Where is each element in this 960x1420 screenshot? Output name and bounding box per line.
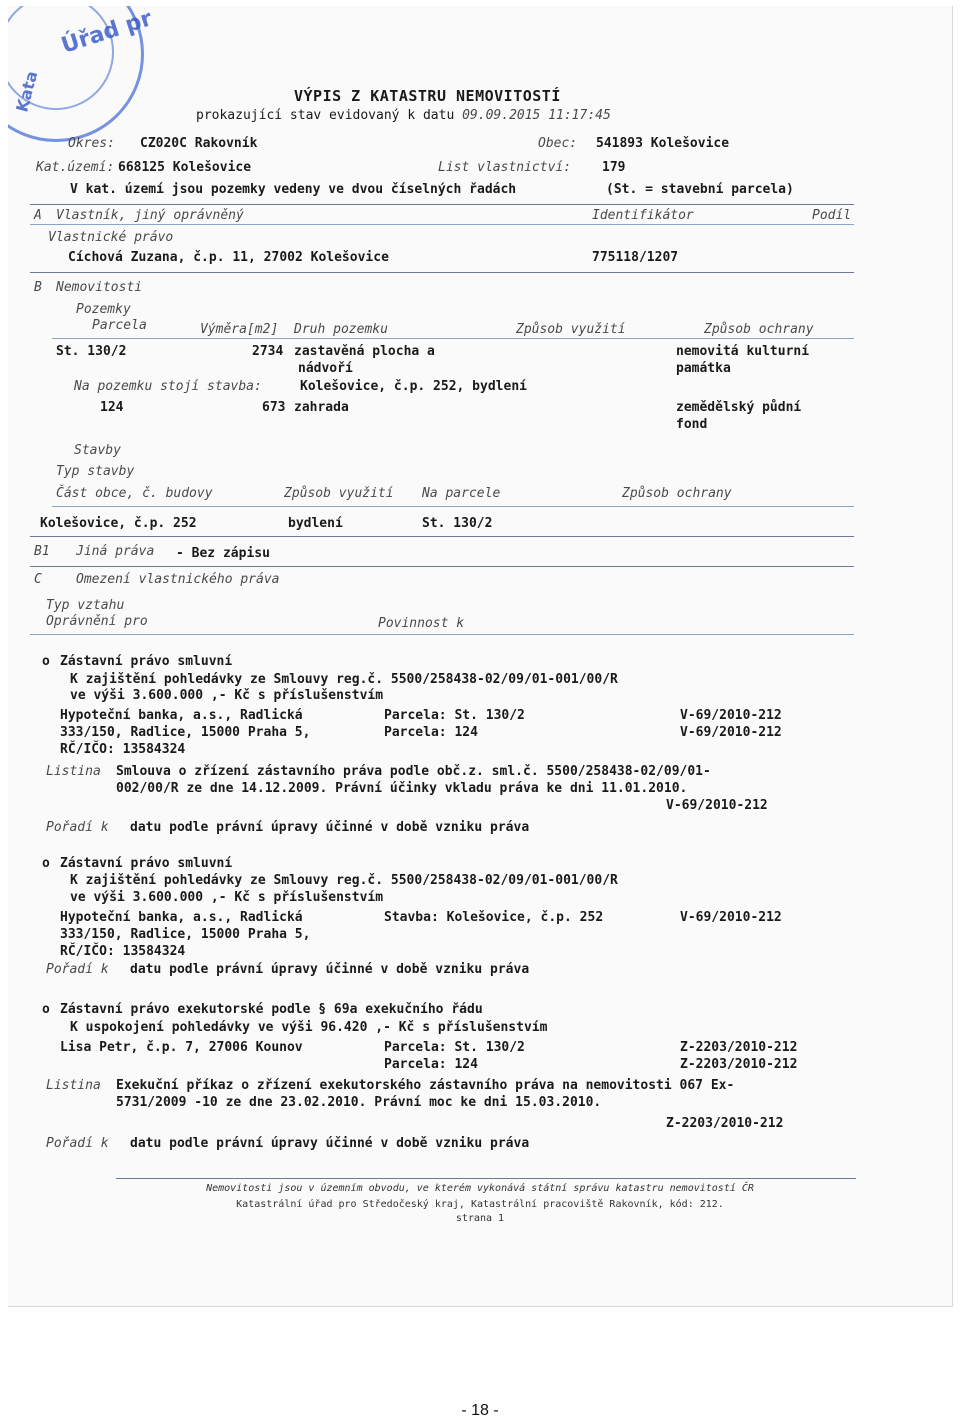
poradi-text: datu podle právní úpravy účinné v době vzniku práva [130,1136,530,1151]
entry1-bank: Hypoteční banka, a.s., Radlická [60,708,303,723]
opravneni-pro: Oprávnění pro [46,614,148,629]
divider [30,224,854,225]
divider [30,204,854,205]
lv-value: 179 [602,160,626,175]
section-a-letter: A [34,208,42,223]
entry3-name: Lisa Petr, č.p. 7, 27006 Kounov [60,1040,303,1055]
entry3-parcela1: Parcela: St. 130/2 [384,1040,525,1055]
typ-vztahu: Typ vztahu [46,598,125,613]
entry3-listina1: Exekuční příkaz o zřízení exekutorského zástavního práva na nemovitosti 067 Ex- [116,1078,735,1093]
col-identifikator: Identifikátor [592,208,694,223]
s1-zpusob: bydlení [288,516,343,531]
subtitle [196,108,611,124]
entry3-parcela2: Parcela: 124 [384,1057,478,1072]
col-druh: Druh pozemku [294,322,388,337]
stavby-label: Stavby [74,443,121,458]
owner-id: 775118/1207 [592,250,679,265]
stamp-text: Úřad pr [58,6,156,59]
col-na-parcele: Na parcele [422,486,501,501]
entry1-title: Zástavní právo smluvní [60,654,233,669]
entry3-line1: K uspokojení pohledávky ve výši 96.420 ,- Kč s příslušenstvím [70,1020,548,1035]
ku-value: 668125 Kolešovice [118,160,252,175]
entry1-parcela1: Parcela: St. 130/2 [384,708,525,723]
entry1-parcela2: Parcela: 124 [384,725,478,740]
document-page [8,6,953,1307]
entry1-line2: ve výši 3.600.000 ,- Kč s příslušenstvím [70,688,384,703]
section-a-title: Vlastník, jiný oprávněný [56,208,244,223]
vlastnicke-pravo: Vlastnické právo [48,230,174,245]
ku-label: Kat.území: [36,160,115,175]
col-ochrana: Způsob ochrany [704,322,814,337]
entry2-rc: RČ/IČO: 13584324 [60,944,186,959]
divider [30,536,854,537]
r2-ochrana-cont: fond [676,417,708,432]
entry1-listina1: Smlouva o zřízení zástavního práva podle obč.z. sml.č. 5500/258438-02/09/01- [116,764,711,779]
col-cast-obce: Část obce, č. budovy [56,486,213,501]
section-b1-letter: B1 [34,544,50,559]
document-title: VÝPIS Z KATASTRU NEMOVITOSTÍ [294,87,561,105]
poradi-label: Pořadí k [46,820,109,835]
typ-stavby-label: Typ stavby [56,464,135,479]
s1-cast: Kolešovice, č.p. 252 [40,516,197,531]
section-c-letter: C [34,572,42,587]
povinnost-k: Povinnost k [378,616,465,631]
section-b-title: Nemovitosti [56,280,143,295]
entry3-bullet: o [42,1002,50,1017]
entry1-rc: RČ/IČO: 13584324 [60,742,186,757]
col-vyuziti: Způsob využití [516,322,626,337]
okres-value: CZ020C Rakovník [140,136,258,151]
divider [30,634,854,635]
r1-vymera: 2734 [252,344,284,359]
r1-ochrana: nemovitá kulturní [676,344,810,359]
entry1-address: 333/150, Radlice, 15000 Praha 5, [60,725,311,740]
r2-parcela: 124 [100,400,124,415]
col-zpusob-ochrany: Způsob ochrany [622,486,732,501]
note-st: (St. = stavební parcela) [606,182,794,197]
entry1-listina2: 002/00/R ze dne 14.12.2009. Právní účinky vkladu práva ke dni 11.01.2010. [116,781,688,796]
entry2-title: Zástavní právo smluvní [60,856,233,871]
note: V kat. území jsou pozemky vedeny ve dvou číselných řadách [70,182,517,197]
col-parcela: Parcela [92,318,147,333]
lv-label: List vlastnictví: [438,160,572,175]
stamp-text-side: Kata [12,68,42,115]
footer-divider [116,1178,856,1179]
col-vymera: Výměra[m2] [200,322,279,337]
entry3-ref3: Z-2203/2010-212 [666,1116,784,1131]
section-c-title: Omezení vlastnického práva [76,572,280,587]
section-b1-title: Jiná práva [76,544,155,559]
divider [30,272,854,273]
divider [52,338,854,339]
poradi-text: datu podle právní úpravy účinné v době vzniku práva [130,820,530,835]
listina-label: Listina [46,1078,101,1093]
poradi-text: datu podle právní úpravy účinné v době vzniku práva [130,962,530,977]
subtitle-text: prokazující stav evidovaný k datu [196,108,455,123]
obec-label: Obec: [538,136,578,151]
section-b-letter: B [34,280,42,295]
r2-druh: zahrada [294,400,349,415]
entry2-line2: ve výši 3.600.000 ,- Kč s příslušenstvím [70,890,384,905]
divider [52,506,854,507]
entry1-ref3: V-69/2010-212 [666,798,768,813]
col-zpusob-vyuziti: Způsob využití [284,486,394,501]
entry2-bank: Hypoteční banka, a.s., Radlická [60,910,303,925]
entry1-bullet: o [42,654,50,669]
entry3-ref1: Z-2203/2010-212 [680,1040,798,1055]
s1-parcela: St. 130/2 [422,516,493,531]
section-b1-value: - Bez zápisu [176,546,270,561]
entry2-ref1: V-69/2010-212 [680,910,782,925]
entry2-line1: K zajištění pohledávky ze Smlouvy reg.č. 5500/258438-02/09/01-001/00/R [70,873,618,888]
entry1-ref2: V-69/2010-212 [680,725,782,740]
col-podil: Podíl [812,208,852,223]
r1-parcela: St. 130/2 [56,344,127,359]
entry3-listina2: 5731/2009 -10 ze dne 23.02.2010. Právní moc ke dni 15.03.2010. [116,1095,602,1110]
footer-line2: Katastrální úřad pro Středočeský kraj, Katastrální pracoviště Rakovník, kód: 212. [236,1199,724,1210]
r2-vymera: 673 [262,400,286,415]
obec-value: 541893 Kolešovice [596,136,730,151]
owner-name: Cíchová Zuzana, č.p. 11, 27002 Kolešovice [68,250,389,265]
entry2-bullet: o [42,856,50,871]
r1-druh-cont: nádvoří [298,361,353,376]
stavba-value: Kolešovice, č.p. 252, bydlení [300,379,527,394]
r1-ochrana-cont: památka [676,361,731,376]
poradi-label: Pořadí k [46,1136,109,1151]
entry1-line1: K zajištění pohledávky ze Smlouvy reg.č. 5500/258438-02/09/01-001/00/R [70,672,618,687]
okres-label: Okres: [68,136,115,151]
footer-line1: Nemovitosti jsou v územním obvodu, ve kterém vykonává státní správu katastru nemovitostí ČR [206,1183,754,1194]
r1-druh: zastavěná plocha a [294,344,435,359]
listina-label: Listina [46,764,101,779]
r2-ochrana: zemědělský půdní [676,400,802,415]
poradi-label: Pořadí k [46,962,109,977]
page-number: - 18 - [461,1402,499,1419]
entry1-ref1: V-69/2010-212 [680,708,782,723]
pozemky-label: Pozemky [76,302,131,317]
divider [30,566,854,567]
stavba-label: Na pozemku stojí stavba: [74,379,262,394]
subtitle-date: 09.09.2015 11:17:45 [462,108,611,123]
entry3-title: Zástavní právo exekutorské podle § 69a exekučního řádu [60,1002,483,1017]
entry2-stavba: Stavba: Kolešovice, č.p. 252 [384,910,604,925]
entry2-address: 333/150, Radlice, 15000 Praha 5, [60,927,311,942]
entry3-ref2: Z-2203/2010-212 [680,1057,798,1072]
footer-page: strana 1 [455,1213,505,1224]
